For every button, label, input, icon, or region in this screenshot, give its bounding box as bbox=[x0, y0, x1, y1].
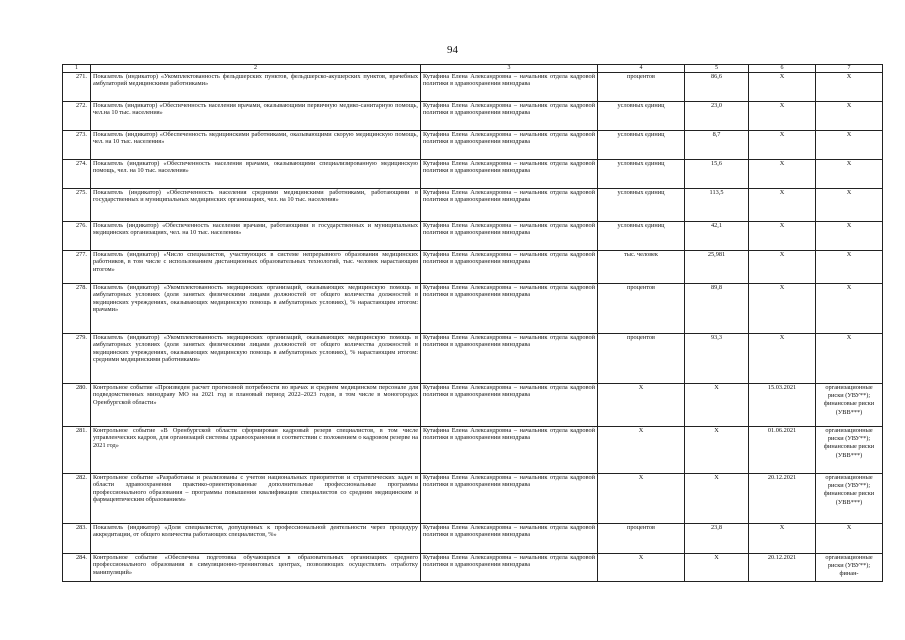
row-date: Х bbox=[749, 189, 816, 222]
row-value: 89,8 bbox=[685, 284, 749, 334]
row-description: Контрольное событие «Произведен расчет прогнозной потребности во врачах и среднем медицинском персонале для подведомственных минздраву МО на 2021 год и плановый период 2022–2023 годов, в том числе в моногородах Оренбургской области» bbox=[91, 384, 421, 427]
table-row bbox=[63, 554, 883, 582]
row-value: 93,3 bbox=[685, 334, 749, 384]
table-row bbox=[63, 524, 883, 554]
row-responsible: Кутафина Елена Александровна – начальник отдела кадровой политики в здравоохранении минздрава bbox=[421, 554, 598, 582]
row-unit: процентов bbox=[598, 284, 685, 334]
row-number: 280. bbox=[63, 384, 91, 427]
row-value: 15,6 bbox=[685, 160, 749, 189]
monitoring-table bbox=[62, 64, 883, 582]
row-risks: Х bbox=[816, 73, 883, 102]
row-number: 273. bbox=[63, 131, 91, 160]
row-responsible: Кутафина Елена Александровна – начальник отдела кадровой политики в здравоохранении минздрава bbox=[421, 474, 598, 524]
column-header: 5 bbox=[685, 65, 749, 73]
row-date: 20.12.2021 bbox=[749, 554, 816, 582]
row-value: 42,1 bbox=[685, 222, 749, 251]
row-responsible: Кутафина Елена Александровна – начальник отдела кадровой политики в здравоохранении минздрава bbox=[421, 251, 598, 284]
row-risks: Х bbox=[816, 284, 883, 334]
row-unit: Х bbox=[598, 554, 685, 582]
row-description: Контрольное событие «Обеспечена подготовка обучающихся в образовательных организациях среднего профессионального образования в симуляционно-тренинговых центрах, позволяющих осуществлять отработку манипуляций» bbox=[91, 554, 421, 582]
row-value: Х bbox=[685, 554, 749, 582]
row-value: Х bbox=[685, 474, 749, 524]
row-value: 86,6 bbox=[685, 73, 749, 102]
table-row bbox=[63, 384, 883, 427]
row-date: Х bbox=[749, 334, 816, 384]
row-responsible: Кутафина Елена Александровна – начальник отдела кадровой политики в здравоохранении минздрава bbox=[421, 222, 598, 251]
row-date: Х bbox=[749, 160, 816, 189]
row-responsible: Кутафина Елена Александровна – начальник отдела кадровой политики в здравоохранении минздрава bbox=[421, 131, 598, 160]
row-risks: Х bbox=[816, 251, 883, 284]
row-value: 113,5 bbox=[685, 189, 749, 222]
row-responsible: Кутафина Елена Александровна – начальник отдела кадровой политики в здравоохранении минздрава bbox=[421, 384, 598, 427]
row-risks: Х bbox=[816, 189, 883, 222]
row-description: Показатель (индикатор) «Обеспеченность населения врачами, работающими в государственных и муниципальных медицинских организациях, чел. на 10 тыс. населения» bbox=[91, 222, 421, 251]
column-header: 6 bbox=[749, 65, 816, 73]
row-responsible: Кутафина Елена Александровна – начальник отдела кадровой политики в здравоохранении минздрава bbox=[421, 284, 598, 334]
table-row bbox=[63, 284, 883, 334]
row-date: Х bbox=[749, 102, 816, 131]
row-unit: условных единиц bbox=[598, 102, 685, 131]
row-unit: Х bbox=[598, 384, 685, 427]
row-unit: условных единиц bbox=[598, 131, 685, 160]
row-value: Х bbox=[685, 427, 749, 474]
row-risks: Х bbox=[816, 160, 883, 189]
row-description: Показатель (индикатор) «Обеспеченность населения средними медицинскими работниками, работающими в государственных и муниципальных медицинских организациях, чел. на 10 тыс. населения» bbox=[91, 189, 421, 222]
table-row bbox=[63, 102, 883, 131]
row-date: Х bbox=[749, 131, 816, 160]
table-row bbox=[63, 131, 883, 160]
row-number: 283. bbox=[63, 524, 91, 554]
row-unit: процентов bbox=[598, 524, 685, 554]
row-number: 282. bbox=[63, 474, 91, 524]
row-number: 279. bbox=[63, 334, 91, 384]
row-responsible: Кутафина Елена Александровна – начальник отдела кадровой политики в здравоохранении минздрава bbox=[421, 160, 598, 189]
row-risks: Х bbox=[816, 131, 883, 160]
row-risks: организационные риски (УВУ**); финансовые риски (УВВ***) bbox=[816, 474, 883, 524]
row-risks: Х bbox=[816, 524, 883, 554]
row-risks: организационные риски (УВУ**); финансовые риски (УВВ***) bbox=[816, 384, 883, 427]
row-description: Показатель (индикатор) «Укомплектованность фельдшерских пунктов, фельдшерско-акушерских пунктов, врачебных амбулаторий медицинскими работниками» bbox=[91, 73, 421, 102]
row-unit: процентов bbox=[598, 334, 685, 384]
row-description: Показатель (индикатор) «Обеспеченность населения врачами, оказывающими первичную медико-санитарную помощь, чел.на 10 тыс. населения» bbox=[91, 102, 421, 131]
row-description: Показатель (индикатор) «Обеспеченность медицинскими работниками, оказывающими скорую медицинскую помощь, чел. на 10 тыс. населения» bbox=[91, 131, 421, 160]
row-number: 276. bbox=[63, 222, 91, 251]
header-row bbox=[63, 65, 883, 73]
row-risks: Х bbox=[816, 102, 883, 131]
row-number: 278. bbox=[63, 284, 91, 334]
row-value: 25,981 bbox=[685, 251, 749, 284]
row-responsible: Кутафина Елена Александровна – начальник отдела кадровой политики в здравоохранении минздрава bbox=[421, 73, 598, 102]
row-unit: условных единиц bbox=[598, 189, 685, 222]
row-date: Х bbox=[749, 284, 816, 334]
table-row bbox=[63, 427, 883, 474]
row-number: 271. bbox=[63, 73, 91, 102]
row-responsible: Кутафина Елена Александровна – начальник отдела кадровой политики в здравоохранении минздрава bbox=[421, 189, 598, 222]
row-date: 01.06.2021 bbox=[749, 427, 816, 474]
row-value: 8,7 bbox=[685, 131, 749, 160]
row-unit: условных единиц bbox=[598, 160, 685, 189]
column-header: 1 bbox=[63, 65, 91, 73]
row-description: Контрольное событие «В Оренбургской области сформирован кадровый резерв специалистов, в том числе управленческих кадров, для организаций системы здравоохранения в соответствии с положением о кадровом резерве на 2021 год» bbox=[91, 427, 421, 474]
row-risks: организационные риски (УВУ**); финан- bbox=[816, 554, 883, 582]
row-value: 23,8 bbox=[685, 524, 749, 554]
row-number: 272. bbox=[63, 102, 91, 131]
row-date: Х bbox=[749, 251, 816, 284]
row-responsible: Кутафина Елена Александровна – начальник отдела кадровой политики в здравоохранении минздрава bbox=[421, 427, 598, 474]
table-row bbox=[63, 73, 883, 102]
row-description: Показатель (индикатор) «Обеспеченность населения врачами, оказывающими специализированную медицинскую помощь, чел. на 10 тыс. населения» bbox=[91, 160, 421, 189]
row-number: 281. bbox=[63, 427, 91, 474]
column-header: 4 bbox=[598, 65, 685, 73]
row-description: Показатель (индикатор) «Доля специалистов, допущенных к профессиональной деятельности через процедуру аккредитации, от общего количества работающих специалистов, %» bbox=[91, 524, 421, 554]
row-date: 20.12.2021 bbox=[749, 474, 816, 524]
row-description: Контрольное событие «Разработаны и реализованы с учетом национальных приоритетов и стратегических задач в области здравоохранения практико-ориентированные дополнительные профессиональные программы профессионального образования – программы повышения квалификации специалистов со средним медицинским и фармацевтическим образованием» bbox=[91, 474, 421, 524]
row-unit: условных единиц bbox=[598, 222, 685, 251]
column-header: 2 bbox=[91, 65, 421, 73]
row-date: Х bbox=[749, 524, 816, 554]
row-unit: процентов bbox=[598, 73, 685, 102]
row-description: Показатель (индикатор) «Число специалистов, участвующих в системе непрерывного образования медицинских работников, в том числе с использованием дистанционных образовательных технологий, тыс. человек нарастающим итогом» bbox=[91, 251, 421, 284]
table-row bbox=[63, 222, 883, 251]
table-row bbox=[63, 160, 883, 189]
table-row bbox=[63, 189, 883, 222]
row-description: Показатель (индикатор) «Укомплектованность медицинских организаций, оказывающих медицинскую помощь в амбулаторных условиях (доля занятых физическими лицами должностей от общего количества должностей в медицинских учреждениях, оказывающих медицинскую помощь в амбулаторных условиях), % нарастающим итогом: средними медицинскими работниками» bbox=[91, 334, 421, 384]
row-responsible: Кутафина Елена Александровна – начальник отдела кадровой политики в здравоохранении минздрава bbox=[421, 334, 598, 384]
row-responsible: Кутафина Елена Александровна – начальник отдела кадровой политики в здравоохранении минздрава bbox=[421, 102, 598, 131]
row-value: 23,0 bbox=[685, 102, 749, 131]
row-number: 275. bbox=[63, 189, 91, 222]
row-risks: Х bbox=[816, 222, 883, 251]
row-date: Х bbox=[749, 73, 816, 102]
row-responsible: Кутафина Елена Александровна – начальник отдела кадровой политики в здравоохранении минздрава bbox=[421, 524, 598, 554]
row-risks: Х bbox=[816, 334, 883, 384]
row-risks: организационные риски (УВУ**); финансовые риски (УВВ***) bbox=[816, 427, 883, 474]
row-number: 284. bbox=[63, 554, 91, 582]
row-value: Х bbox=[685, 384, 749, 427]
row-number: 277. bbox=[63, 251, 91, 284]
column-header: 7 bbox=[816, 65, 883, 73]
row-description: Показатель (индикатор) «Укомплектованность медицинских организаций, оказывающих медицинскую помощь в амбулаторных условиях (доля занятых физическими лицами должностей от общего количества должностей в медицинских учреждениях, оказывающих медицинскую помощь в амбулаторных условиях), % нарастающим итогом: врачами» bbox=[91, 284, 421, 334]
row-unit: тыс. человек bbox=[598, 251, 685, 284]
row-unit: Х bbox=[598, 427, 685, 474]
table-row bbox=[63, 334, 883, 384]
row-date: Х bbox=[749, 222, 816, 251]
row-unit: Х bbox=[598, 474, 685, 524]
row-date: 15.03.2021 bbox=[749, 384, 816, 427]
row-number: 274. bbox=[63, 160, 91, 189]
page-number: 94 bbox=[447, 44, 458, 56]
column-header: 3 bbox=[421, 65, 598, 73]
table-row bbox=[63, 251, 883, 284]
table-row bbox=[63, 474, 883, 524]
